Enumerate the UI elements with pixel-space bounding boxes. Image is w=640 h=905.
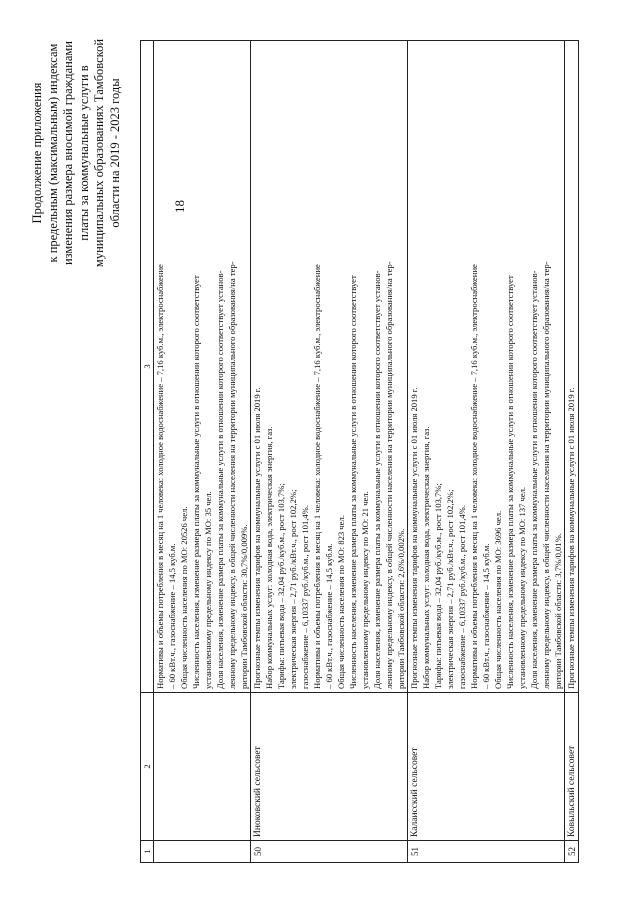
table-header-row <box>141 41 154 863</box>
detail-line: Численность населения, изменение размера платы за коммунальные услуги в отношении которого соответствует <box>191 275 201 689</box>
table-row <box>565 41 579 863</box>
detail-line: Нормативы и объемы потребления в месяц на 1 человека: холодное водоснабжение – 7,16 куб.м., электроснабжение <box>312 264 322 689</box>
detail-line: – 60 кВт.ч., газоснабжение – 14,5 куб.м. <box>481 543 491 689</box>
header-line: платы за коммунальные услуги в <box>76 65 91 241</box>
detail-line: Прогнозные темпы изменения тарифов на коммунальные услуги с 01 июля 2019 г. <box>252 387 262 689</box>
detail-line: Нормативы и объемы потребления в месяц на 1 человека: холодное водоснабжение – 7,16 куб.м., электроснабжение <box>155 264 165 689</box>
table-row-continuation <box>154 41 251 863</box>
detail-line: ритории Тамбовской области: 3,7%/0,01%. <box>553 533 563 689</box>
detail-line: ленному предельному индексу, в общей численности населения на территории муниципального образования/на тер- <box>384 261 394 689</box>
detail-line: Тарифы: питьевая вода – 32,04 руб./куб.м., рост 103,7%; <box>276 483 286 689</box>
detail-line: Прогнозные темпы изменения тарифов на коммунальные услуги с 01 июля 2019 г. <box>566 387 576 689</box>
detail-line: ритории Тамбовской области: 30,7%/0,009%. <box>239 524 249 689</box>
municipality-name: Калаисский сельсовет <box>408 693 565 841</box>
column-header: 3 <box>141 41 154 693</box>
detail-line: Нормативы и объемы потребления в месяц на 1 человека: холодное водоснабжение – 7,16 куб.м., электроснабжение <box>469 264 479 689</box>
municipality-name <box>154 693 251 841</box>
row-details <box>408 41 565 693</box>
detail-line: установленному предельному индексу по МО: 21 чел. <box>360 491 370 689</box>
detail-line: – 60 кВт.ч., газоснабжение – 14,5 куб.м. <box>324 543 334 689</box>
detail-line: установленному предельному индексу по МО: 137 чел. <box>517 486 527 689</box>
detail-line: Общая численность населения по МО: 823 чел. <box>336 515 346 689</box>
detail-line: Общая численность населения по МО: 3696 чел. <box>493 510 503 689</box>
table-row <box>251 41 408 863</box>
municipality-name: Иноковский сельсовет <box>251 693 408 841</box>
detail-line: установленному предельному индексу по МО: 35 чел. <box>203 491 213 689</box>
table-row <box>408 41 565 863</box>
row-details <box>251 41 408 693</box>
header-line: области на 2019 - 2023 годы <box>107 78 122 228</box>
detail-line: Доля населения, изменение размера платы за коммунальные услуги в отношении которого соответствует установ- <box>372 270 382 689</box>
indices-table <box>140 40 579 863</box>
detail-line: газоснабжение – 6,10337 руб./куб.м., рост 101,4%. <box>300 505 310 689</box>
detail-line: ленному предельному индексу, в общей численности населения на территории муниципального образования/на тер- <box>227 261 237 689</box>
detail-line: Численность населения, изменение размера платы за коммунальные услуги в отношении которого соответствует <box>505 275 515 689</box>
detail-line: Прогнозные темпы изменения тарифов на коммунальные услуги с 01 июля 2019 г. <box>409 387 419 689</box>
detail-line: Тарифы: питьевая вода – 32,04 руб./куб.м., рост 103,7%; <box>433 483 443 689</box>
detail-line: – 60 кВт.ч., газоснабжение – 14,5 куб.м. <box>167 543 177 689</box>
detail-line: Набор коммунальных услуг: холодная вода, электрическая энергия, газ. <box>264 426 274 689</box>
appendix-header <box>30 33 123 273</box>
header-line: муниципальных образованиях Тамбовской <box>92 38 106 268</box>
row-details <box>154 41 251 693</box>
header-line: изменения размера вносимой гражданами <box>61 41 75 266</box>
column-header: 2 <box>141 693 154 841</box>
column-header: 1 <box>141 841 154 863</box>
row-number <box>154 841 251 863</box>
detail-line: Доля населения, изменение размера платы за коммунальные услуги в отношении которого соответствует установ- <box>215 270 225 689</box>
page-number: 18 <box>172 200 187 213</box>
detail-line: Общая численность населения по МО: 20526 чел. <box>179 506 189 689</box>
row-details <box>565 41 579 693</box>
detail-line: электрическая энергия – 2,71 руб./кВт.ч., рост 102,2%; <box>288 489 298 689</box>
detail-line: ритории Тамбовской области: 2,6%/0,002%. <box>396 528 406 689</box>
detail-line: газоснабжение – 6,10337 руб./куб.м., рост 101,4%. <box>457 505 467 689</box>
row-number: 51 <box>408 841 565 863</box>
detail-line: электрическая энергия – 2,71 руб./кВт.ч., рост 102,2%; <box>445 489 455 689</box>
detail-line: Доля населения, изменение размера платы за коммунальные услуги в отношении которого соответствует установ- <box>529 270 539 689</box>
row-number: 50 <box>251 841 408 863</box>
municipality-name: Ковыльский сельсовет <box>565 693 579 841</box>
detail-line: ленному предельному индексу, в общей численности населения на территории муниципального образования/на тер- <box>541 261 551 689</box>
row-number: 52 <box>565 841 579 863</box>
header-line: к предельным (максимальным) индексам <box>45 43 60 263</box>
detail-line: Численность населения, изменение размера платы за коммунальные услуги в отношении которого соответствует <box>348 275 358 689</box>
detail-line: Набор коммунальных услуг: холодная вода, электрическая энергия, газ. <box>421 426 431 689</box>
header-line: Продолжение приложения <box>30 82 44 224</box>
